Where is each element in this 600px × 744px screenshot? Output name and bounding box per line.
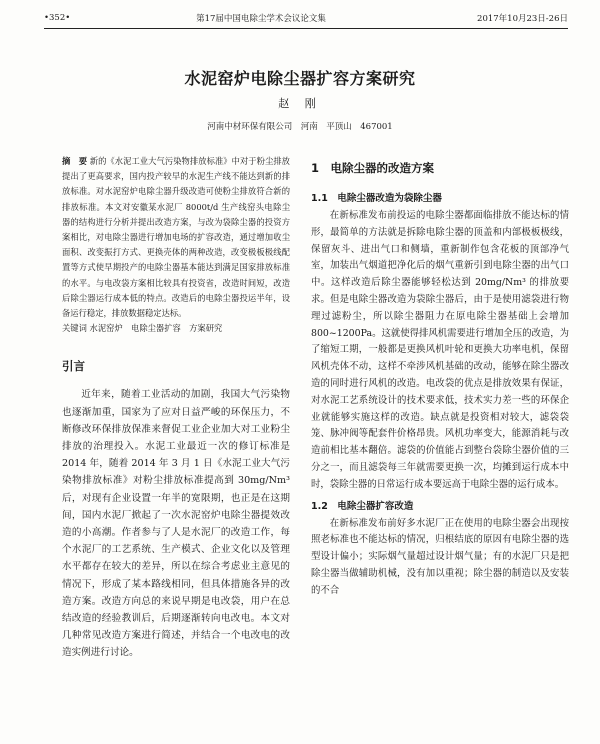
keywords (62, 321, 290, 336)
journal-name: 第17届中国电除尘学术会议论文集 (196, 14, 326, 24)
section-1-1-text: 在新标准发布前投运的电除尘器都面临排放不能达标的情形，最简单的方法就是拆除电除尘器的顶盖和内部极板极线，保留灰斗、进出气口和侧墙，重新制作包含花板的顶部净气室，加装出气烟道把净化后的烟气重新引到电除尘器的出气口中。这样改造后除尘器能够轻松达到 20mg/Nm³ 的排放要求。但是电除尘器改造为袋除尘器后，由于是使用滤袋进行物理过滤粉尘，所以除尘器阻力在原电除尘器基础上会增加 800~1200Pa。这就使得排风机需要进行增加全压的改造，为了缩短工期，一般都是更换风机叶轮和更换大功率电机，保留风机壳体不动，这样不牵涉风机基础的改动，能够在除尘器改造的同时进行风机的改造。电改袋的优点是排放效果有保证，对水泥工艺系统设计的技术要求低，技术实力差一些的环保企业就能够实施这样的改造。缺点就是投资相对较大，滤袋袋笼、脉冲阀等配套件价格昂贵。风机功率变大，能源消耗与改造前相比基本翻倍。滤袋的价值能占到整台袋除尘器价值的三分之一，而且滤袋每三年就需要更换一次，均摊到运行成本中时，袋除尘器的日常运行成本要远高于电除尘器的运行成本。 (311, 210, 569, 490)
abstract-text: 新的《水泥工业大气污染物排放标准》中对于粉尘排放提出了更高要求，国内投产较早的水泥生产线不能达到新的排放标准。对水泥窑炉电除尘器升级改造可使粉尘排放符合新的排放标准。本文对安徽某水泥厂 8000t/d 生产线窑头电除尘器的结构进行分析并提出改造方案，与改为袋除尘器的投资方案相比，对电除尘器进行增加电场的扩容改造，通过增加收尘面积、改变振打方式、更换壳体的两种改造，改变极板极线配置等方式使早期投产的电除尘器基本能达到满足国家排放标准的水平。与电改袋方案相比较具有投资省，改造时间短，改造后除尘器运行成本低的特点。改造后的电除尘器投运半年，设备运行稳定，排放数据稳定达标。 (62, 156, 290, 319)
right-column (311, 154, 569, 600)
author-affiliation: 河南中材环保有限公司 河南 平顶山 467001 (207, 122, 393, 132)
running-header (44, 8, 568, 29)
keywords-text: 水泥窑炉 电除尘器扩容 方案研究 (89, 323, 223, 334)
section-1-2-heading: 1.2 电除尘器扩容改造 (311, 500, 414, 512)
intro-text: 近年来，随着工业活动的加剧，我国大气污染物也逐渐加重，国家为了应对日益严峻的环保压力，不断修改环保排放保准来督促工业企业加大对工业粉尘排放的治理投入。水泥工业最近一次的修订标准是 2014 年，随着 2014 年 3 月 1 日《水泥工业大气污染物排放标准》对粉尘排放标准提高到 30mg/Nm³ 后，对现有企业设置一年半的宽限期，也正是在这期间，国内水泥厂掀起了一次水泥窑炉电除尘器提效改造的小高潮。作者参与了人是水泥厂的改造工作，每个水泥厂的工艺系统、生产模式、企业文化以及管理水平都存在较大的差异，所以在综合考虑业主意见的情况下，形成了某本路线相同，但具体措施各异的改造方案。改造方向总的来说早期是电改袋，用户在总结改造的经验教训后，后期逐渐转向电改电。本文对几种常见改造方案进行简述，并结合一个电改电的改造实例进行讨论。 (62, 389, 290, 659)
intro-heading: 引言 (62, 359, 85, 374)
section-1-heading: 1 电除尘器的改造方案 (311, 161, 435, 175)
author-name: 赵 刚 (278, 97, 322, 110)
conference-date: 2017年10月23日-26日 (477, 14, 568, 24)
abstract (62, 154, 290, 321)
abstract-label: 摘 要 (62, 156, 88, 166)
page-number: •352• (44, 13, 71, 23)
left-column (62, 154, 290, 662)
paper-title: 水泥窑炉电除尘器扩容方案研究 (184, 69, 416, 88)
keywords-label: 关键词 (62, 323, 87, 334)
section-1-1-heading: 1.1 电除尘器改造为袋除尘器 (311, 193, 442, 204)
section-1-2-text: 在新标准发布前好多水泥厂正在使用的电除尘器会出现按照老标准也不能达标的情况，归根结底的原因有电除尘器的选型设计偏小；实际烟气量超过设计烟气量；有的水泥厂只是把除尘器当做辅助机械，没有加以重视；除尘器的制造以及安装的不合 (311, 517, 569, 596)
